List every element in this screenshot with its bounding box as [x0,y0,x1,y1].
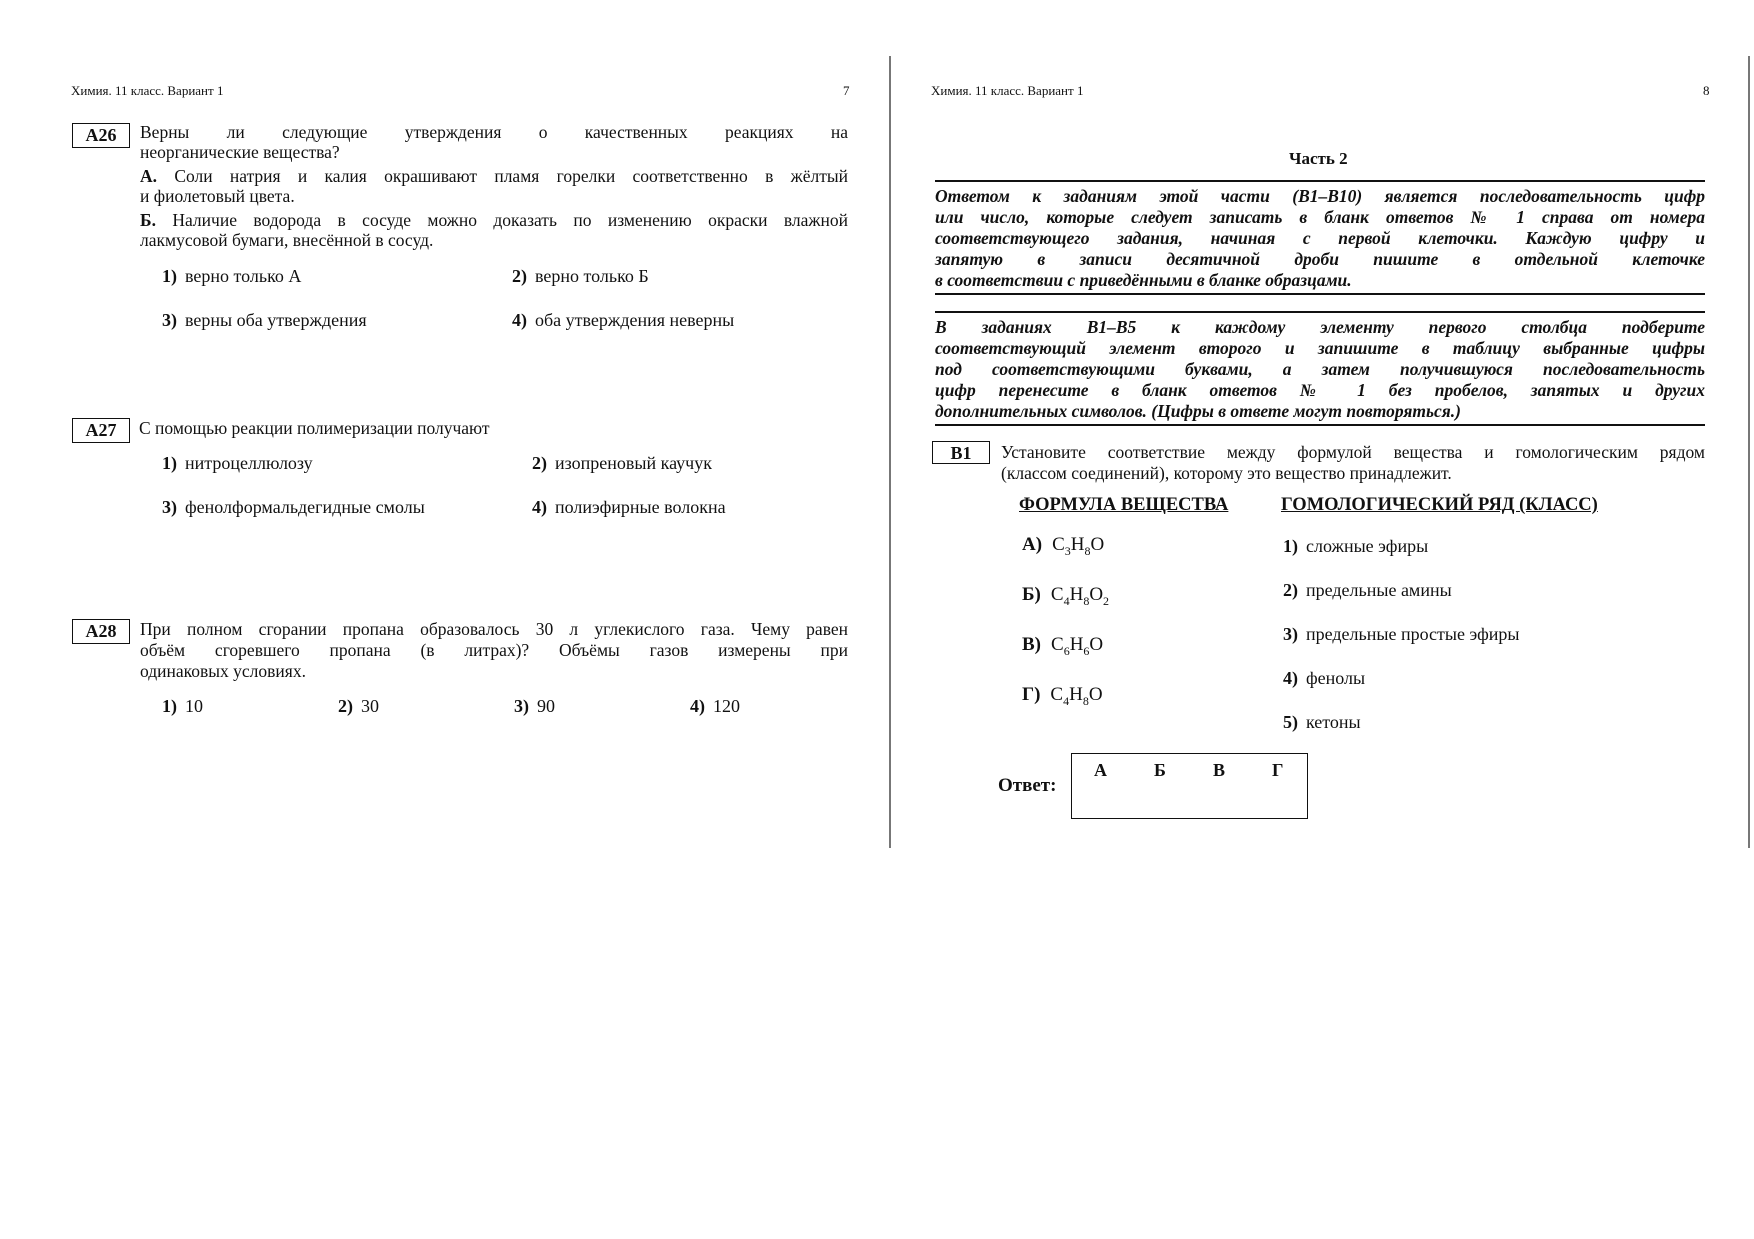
option-number: 3) [1283,624,1298,644]
option-text: кетоны [1306,712,1361,732]
task-a27-option-4[interactable] [532,496,726,518]
formula-b [1022,584,1109,612]
option-text: фенолформальдегидные смолы [185,497,425,517]
option-number: 2) [1283,580,1298,600]
formula-subscript: 8 [1083,594,1090,608]
formula-label: А) [1022,534,1043,555]
formula-label: Б) [1022,584,1041,605]
class-option-3 [1283,623,1519,645]
instruction1-top-rule [935,180,1705,182]
option-number: 2) [338,696,353,716]
task-a27-question: С помощью реакции полимеризации получают [139,418,490,438]
task-a28-question-line-1: При полном сгорании пропана образовалось 30 л углекислого газа. Чему равен [140,619,848,639]
answer-table[interactable] [1071,753,1308,819]
option-text: 10 [185,696,203,716]
instruction2-bottom-rule [935,424,1705,426]
formula-symbol: H [1069,684,1083,705]
page-divider [889,56,891,848]
answer-column-g: Г [1272,760,1284,780]
option-text: нитроцеллюлозу [185,453,313,473]
option-number: 4) [532,497,547,517]
task-a26-label: A26 [72,123,130,148]
statement-a-label: А. [140,166,158,186]
formula-subscript: 4 [1063,594,1070,608]
instruction1-bottom-rule [935,293,1705,295]
formula-subscript: 6 [1063,644,1070,658]
task-a26-statement-b-line-1 [140,210,848,230]
option-text: 120 [713,696,740,716]
option-number: 1) [162,696,177,716]
option-number: 4) [1283,668,1298,688]
formula-symbol: O [1089,634,1104,655]
option-text: предельные амины [1306,580,1452,600]
formula-symbol: H [1070,534,1085,555]
task-a26-option-2[interactable] [512,265,649,287]
instruction1-line: соответствующего задания, начиная с первой клеточки. Каждую цифру и [935,228,1705,248]
option-number: 1) [162,453,177,473]
formula-subscript: 3 [1064,544,1071,558]
option-text: 30 [361,696,379,716]
answer-column-a: А [1094,760,1107,780]
formula-subscript: 4 [1063,694,1070,708]
instruction1-line: запятую в записи десятичной дроби пишите в отдельной клеточке [935,249,1705,269]
task-b1-question-line-2: (классом соединений), которому это вещество принадлежит. [1001,463,1452,483]
option-text: верны оба утверждения [185,310,367,330]
formula-symbol: H [1069,584,1084,605]
class-option-1 [1283,535,1428,557]
formula-column-header: ФОРМУЛА ВЕЩЕСТВА [1019,495,1229,515]
task-a28-question-line-3: одинаковых условиях. [140,661,306,681]
statement-a-text: Соли натрия и калия окрашивают пламя горелки соответственно в жёлтый [174,166,849,186]
option-number: 3) [514,696,529,716]
task-a28-question-line-2: объём сгоревшего пропана (в литрах)? Объёмы газов измерены при [140,640,848,660]
task-a27-option-3[interactable] [162,496,425,518]
formula-symbol: C [1050,684,1064,705]
option-text: 90 [537,696,555,716]
formula-symbol: O [1090,534,1105,555]
formula-subscript: 8 [1084,544,1091,558]
formula-label: В) [1022,634,1041,655]
option-text: оба утверждения неверны [535,310,735,330]
formula-symbol: C [1052,534,1065,555]
formula-g [1022,684,1103,712]
option-text: верно только А [185,266,302,286]
class-column-header: ГОМОЛОГИЧЕСКИЙ РЯД (КЛАСС) [1281,495,1598,515]
task-a28-option-1[interactable] [162,695,203,717]
formula-symbol: C [1051,634,1064,655]
task-a28-option-3[interactable] [514,695,555,717]
task-a28-option-4[interactable] [690,695,740,717]
option-number: 3) [162,310,177,330]
task-a28-label: A28 [72,619,130,644]
formula-symbol: H [1069,634,1084,655]
instruction2-line: дополнительных символов. (Цифры в ответе могут повторяться.) [935,401,1461,421]
task-a28-option-2[interactable] [338,695,379,717]
left-page-header: Химия. 11 класс. Вариант 1 [71,83,224,98]
right-page-header: Химия. 11 класс. Вариант 1 [931,83,1084,98]
task-a26-question-line-2: неорганические вещества? [140,142,340,162]
option-number: 4) [512,310,527,330]
option-number: 4) [690,696,705,716]
class-option-5 [1283,711,1361,733]
instruction2-line: под соответствующими буквами, а затем получившуюся последовательность [935,359,1705,379]
task-a26-statement-b-line-2: лакмусовой бумаги, внесённой в сосуд. [140,230,434,250]
right-page-number: 8 [1703,83,1710,98]
right-edge-line [1748,56,1750,848]
formula-symbol: O [1088,684,1103,705]
option-number: 2) [532,453,547,473]
task-b1-question-line-1: Установите соответствие между формулой вещества и гомологическим рядом [1001,442,1705,462]
task-a27-option-2[interactable] [532,452,712,474]
statement-b-label: Б. [140,210,156,230]
statement-b-text: Наличие водорода в сосуде можно доказать по изменению окраски влажной [172,210,849,230]
instruction1-line: Ответом к заданиям этой части (В1–В10) является последовательность цифр [935,186,1705,206]
task-a26-option-4[interactable] [512,309,734,331]
option-text: фенолы [1306,668,1366,688]
formula-symbol: C [1050,584,1064,605]
instruction-block-2 [935,317,1705,422]
formula-label: Г) [1022,684,1041,705]
formula-a [1022,534,1104,562]
instruction2-line: цифр перенесите в бланк ответов № 1 без пробелов, запятых и других [935,380,1705,400]
option-text: верно только Б [535,266,649,286]
task-a26-question-line-1: Верны ли следующие утверждения о качественных реакциях на [140,122,848,142]
option-text: предельные простые эфиры [1306,624,1520,644]
option-text: изопреновый каучук [555,453,712,473]
formula-subscript: 8 [1082,694,1089,708]
option-number: 2) [512,266,527,286]
formula-subscript: 6 [1083,644,1090,658]
instruction1-line: или число, которые следует записать в бланк ответов № 1 справа от номера [935,207,1705,227]
part-title: Часть 2 [1289,149,1348,168]
task-a27-option-1[interactable] [162,452,313,474]
task-a27-label: A27 [72,418,130,443]
instruction1-line: в соответствии с приведёнными в бланке образцами. [935,270,1352,290]
class-option-4 [1283,667,1365,689]
option-number: 5) [1283,712,1298,732]
formula-subscript: 2 [1103,594,1110,608]
answer-column-v: В [1213,760,1226,780]
instruction-block-1 [935,186,1705,291]
task-a26-statement-a-line-2: и фиолетовый цвета. [140,186,295,206]
class-option-2 [1283,579,1452,601]
instruction2-line: соответствующий элемент второго и запишите в таблицу выбранные цифры [935,338,1705,358]
answer-column-b: Б [1154,760,1166,780]
left-page-number: 7 [843,83,850,98]
answer-label: Ответ: [998,775,1057,796]
task-a26-option-3[interactable] [162,309,367,331]
formula-symbol: O [1089,584,1104,605]
option-text: сложные эфиры [1306,536,1429,556]
option-number: 3) [162,497,177,517]
formula-v [1022,634,1103,662]
instruction2-top-rule [935,311,1705,313]
task-b1-label: В1 [932,441,990,464]
option-number: 1) [162,266,177,286]
option-number: 1) [1283,536,1298,556]
task-a26-option-1[interactable] [162,265,301,287]
task-a26-statement-a-line-1 [140,166,848,186]
option-text: полиэфирные волокна [555,497,726,517]
instruction2-line: В заданиях В1–В5 к каждому элементу первого столбца подберите [935,317,1705,337]
